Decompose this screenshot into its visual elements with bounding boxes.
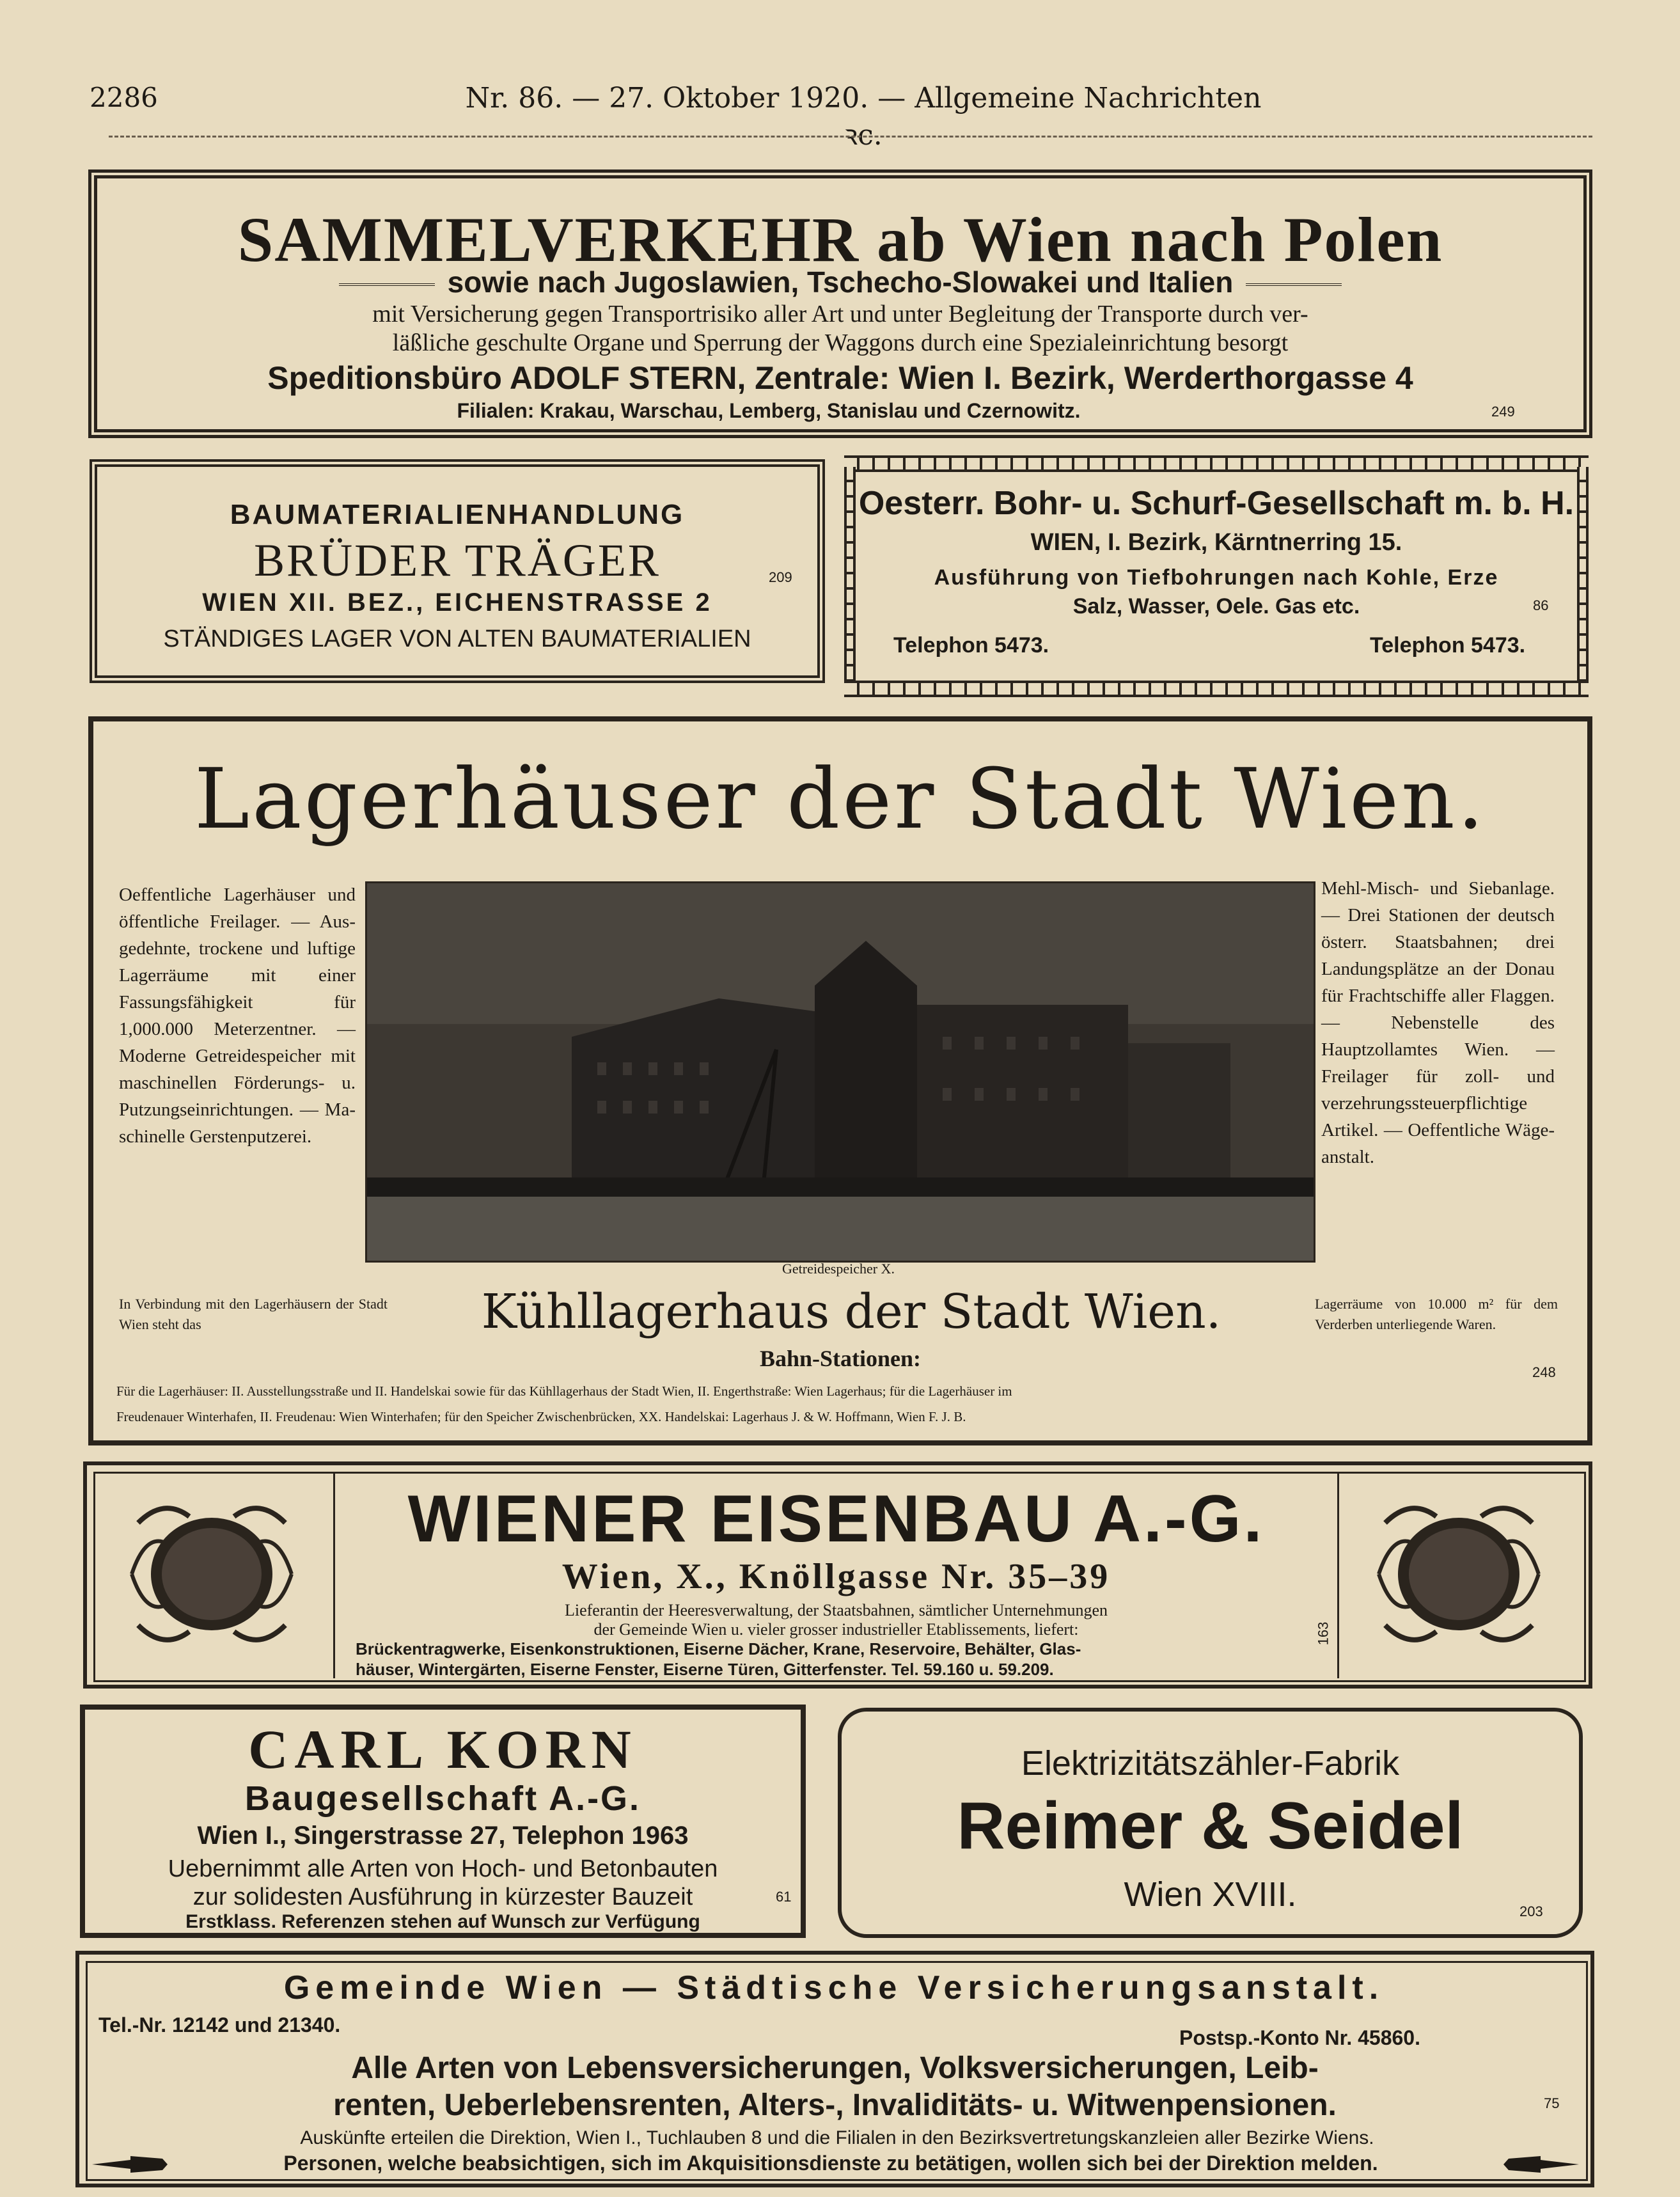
ad-traeger-line4: STÄNDIGES LAGER VON ALTEN BAUMATERIALIEN [163, 626, 751, 652]
ad-bohr-phone-left: Telephon 5473. [893, 633, 1049, 658]
pointing-hand-left-icon [92, 2155, 169, 2174]
ad-korn-line1: Uebernimmt alle Arten von Hoch- und Betonbauten [168, 1855, 718, 1882]
ad-reimer [838, 1708, 1583, 1938]
running-title: Nr. 86. — 27. Oktober 1920. — Allgemeine Nachrichten ꝛc. [465, 82, 1262, 152]
chain-border-right [1577, 467, 1589, 681]
ad-lagerhaeuser-bottom-right: Lagerräume von 10.000 m² für dem Verderben unterliegende Waren. [1315, 1296, 1558, 1332]
ad-eisenbau-line3: Brückentragwerke, Eisenkonstruktionen, Eiserne Dächer, Krane, Reservoire, Behälter, Glas- [356, 1639, 1081, 1658]
ad-eisenbau-address: Wien, X., Knöllgasse Nr. 35–39 [561, 1557, 1111, 1596]
ad-gemeinde-title: Gemeinde Wien — Städtische Versicherungsanstalt. [283, 1969, 1385, 2006]
ad-korn [80, 1705, 806, 1938]
warehouse-photo [365, 881, 1315, 1263]
ad-sammelverkehr-subtitle [97, 265, 1583, 299]
ad-sammelverkehr-line1: mit Versicherung gegen Transportrisiko aller Art und unter Begleitung der Transporte durch ver- [372, 301, 1308, 327]
ad-traeger-line2: BRÜDER TRÄGER [254, 535, 661, 586]
warehouse-photo-drawing [367, 883, 1314, 1261]
ad-lagerhaeuser-right-text: Mehl-Misch- und Siebanlage. — Drei Stationen der deutsch österr. Staatsbahnen; drei Landungsplätze an der Donau für Frachtschiffe aller Flaggen. — Nebenstelle des Hauptzollamtes Wien. — Freilager für zoll- und verzehrungssteuerpflichtige Artikel. — Oeffentliche Wägeanstalt. [1321, 878, 1555, 1167]
ad-lagerhaeuser-title: Lagerhäuser der Stadt Wien. [194, 750, 1487, 847]
ad-bohr-line1: Ausführung von Tiefbohrungen nach Kohle, Erze [934, 565, 1499, 590]
left-ornament-icon [125, 1497, 298, 1651]
subtitle-text: sowie nach Jugoslawien, Tschecho-Slowakei und Italien [447, 265, 1234, 299]
ad-gemeinde-line2: renten, Ueberlebensrenten, Alters-, Invaliditäts- u. Witwenpensionen. [333, 2088, 1337, 2122]
ad-lagerhaeuser-bottom-left: In Verbindung mit den Lagerhäusern der Stadt Wien steht das [119, 1296, 388, 1332]
ad-eisenbau-line2: der Gemeinde Wien u. vieler grosser industrieller Etablissements, liefert: [593, 1620, 1079, 1639]
ad-eisenbau-ref: 163 [1315, 1621, 1331, 1646]
ad-traeger-line3: WIEN XII. BEZ., EICHENSTRASSE 2 [202, 588, 712, 617]
chain-border-left [844, 467, 856, 681]
ad-gemeinde-line3: Auskünfte erteilen die Direktion, Wien I., Tuchlauben 8 und die Filialen in den Bezirksvertretungskanzleien aller Bezirke Wiens. [300, 2127, 1374, 2148]
right-ornament-icon [1372, 1497, 1545, 1651]
ad-lagerhaeuser-left-text: Oeffentliche Lagerhäuser und öffentliche Freilager. — Ausgedehnte, trockene und luftige Lagerräume mit einer Fassungsfähigkeit für 1,000.000 Meterzentner. — Moderne Getreidespeicher mit maschinellen Förderungs- u. Putzungseinrichtungen. — Maschinelle Gerstenputzerei. [119, 885, 356, 1147]
header-rule [109, 136, 1592, 138]
ad-gemeinde-tel: Tel.-Nr. 12142 und 21340. [98, 2013, 341, 2036]
ad-gemeinde-line4: Personen, welche beabsichtigen, sich im Akquisitionsdienste zu betätigen, wollen sich bei der Direktion melden. [283, 2152, 1378, 2175]
ad-traeger-ref: 209 [769, 569, 792, 585]
ad-gemeinde-line1: Alle Arten von Lebensversicherungen, Volksversicherungen, Leib- [351, 2051, 1319, 2085]
ad-eisenbau-title: WIENER EISENBAU A.-G. [407, 1482, 1265, 1556]
ad-sammelverkehr-line2: läßliche geschulte Organe und Sperrung der Waggons durch eine Spezialeinrichtung besorgt [392, 329, 1289, 356]
ad-bohr-phone-right: Telephon 5473. [1370, 633, 1526, 658]
ad-reimer-line1: Elektrizitätszähler-Fabrik [1021, 1744, 1400, 1783]
ad-gemeinde-konto: Postsp.-Konto Nr. 45860. [1179, 2026, 1420, 2049]
ad-eisenbau-line1: Lieferantin der Heeresverwaltung, der Staatsbahnen, sämtlicher Unternehmungen [565, 1601, 1108, 1619]
right-double-rule [1246, 283, 1342, 286]
ad-bohr-ref: 86 [1533, 597, 1549, 613]
kuehl-title: Kühllagerhaus der Stadt Wien. [481, 1284, 1221, 1339]
ad-korn-line3: Erstklass. Referenzen stehen auf Wunsch zur Verfügung [185, 1911, 700, 1932]
ad-bohr [839, 455, 1594, 692]
ad-bohr-address: WIEN, I. Bezirk, Kärntnerring 15. [1030, 529, 1402, 556]
ad-eisenbau-line4: häuser, Wintergärten, Eiserne Fenster, Eiserne Türen, Gitterfenster. Tel. 59.160 u. 59.209. [356, 1660, 1054, 1679]
ad-korn-subtitle: Baugesellschaft A.-G. [244, 1779, 641, 1818]
ad-traeger [90, 459, 825, 683]
ad-sammelverkehr-line4: Filialen: Krakau, Warschau, Lemberg, Stanislau und Czernowitz. [457, 399, 1081, 422]
ad-bohr-line2: Salz, Wasser, Oele. Gas etc. [1072, 594, 1360, 618]
ad-reimer-ref: 203 [1519, 1903, 1543, 1919]
bahn-title: Bahn-Stationen: [759, 1346, 922, 1371]
ad-gemeinde-ref: 75 [1544, 2095, 1560, 2111]
page-number: 2286 [90, 82, 158, 113]
ad-sammelverkehr-ref: 249 [1491, 404, 1515, 420]
pointing-hand-right-icon [1502, 2155, 1579, 2174]
bahn-line2: Freudenauer Winterhafen, II. Freudenau: Wien Winterhafen; für den Speicher Zwischenbrücken, XX. Handelskai: Lagerhaus J. & W. Hoffmann, Wien F. J. B. [116, 1409, 966, 1424]
ad-sammelverkehr-line3: Speditionsbüro ADOLF STERN, Zentrale: Wien I. Bezirk, Werderthorgasse 4 [267, 360, 1413, 396]
ad-traeger-line1: BAUMATERIALIENHANDLUNG [230, 499, 685, 530]
ad-reimer-line3: Wien XVIII. [1124, 1875, 1297, 1914]
ad-sammelverkehr [88, 169, 1592, 438]
chain-border-top [844, 455, 1589, 472]
ad-lagerhaeuser [88, 716, 1592, 1445]
bahn-line1: Für die Lagerhäuser: II. Ausstellungsstraße und II. Handelskai sowie für das Kühllagerhaus der Stadt Wien, II. Engerthstraße: Wien Lagerhaus; für die Lagerhäuser im [116, 1383, 1012, 1399]
ad-korn-ref: 61 [776, 1889, 792, 1905]
ad-korn-address: Wien I., Singerstrasse 27, Telephon 1963 [197, 1822, 689, 1850]
left-double-rule [339, 283, 435, 286]
ad-korn-line2: zur solidesten Ausführung in kürzester Bauzeit [192, 1884, 693, 1910]
ad-bohr-title: Oesterr. Bohr- u. Schurf-Gesellschaft m. b. H. [858, 485, 1574, 522]
ad-reimer-line2: Reimer & Seidel [957, 1789, 1464, 1863]
ad-korn-title: CARL KORN [248, 1719, 638, 1780]
ad-eisenbau [83, 1461, 1592, 1689]
ad-sammelverkehr-title: SAMMELVERKEHR ab Wien nach Polen [237, 204, 1443, 275]
ad-lagerhaeuser-ref: 248 [1532, 1364, 1556, 1380]
chain-border-bottom [844, 681, 1589, 697]
ad-gemeinde [75, 1951, 1594, 2187]
photo-caption: Getreidespeicher X. [782, 1261, 895, 1277]
right-divider [1337, 1472, 1339, 1678]
